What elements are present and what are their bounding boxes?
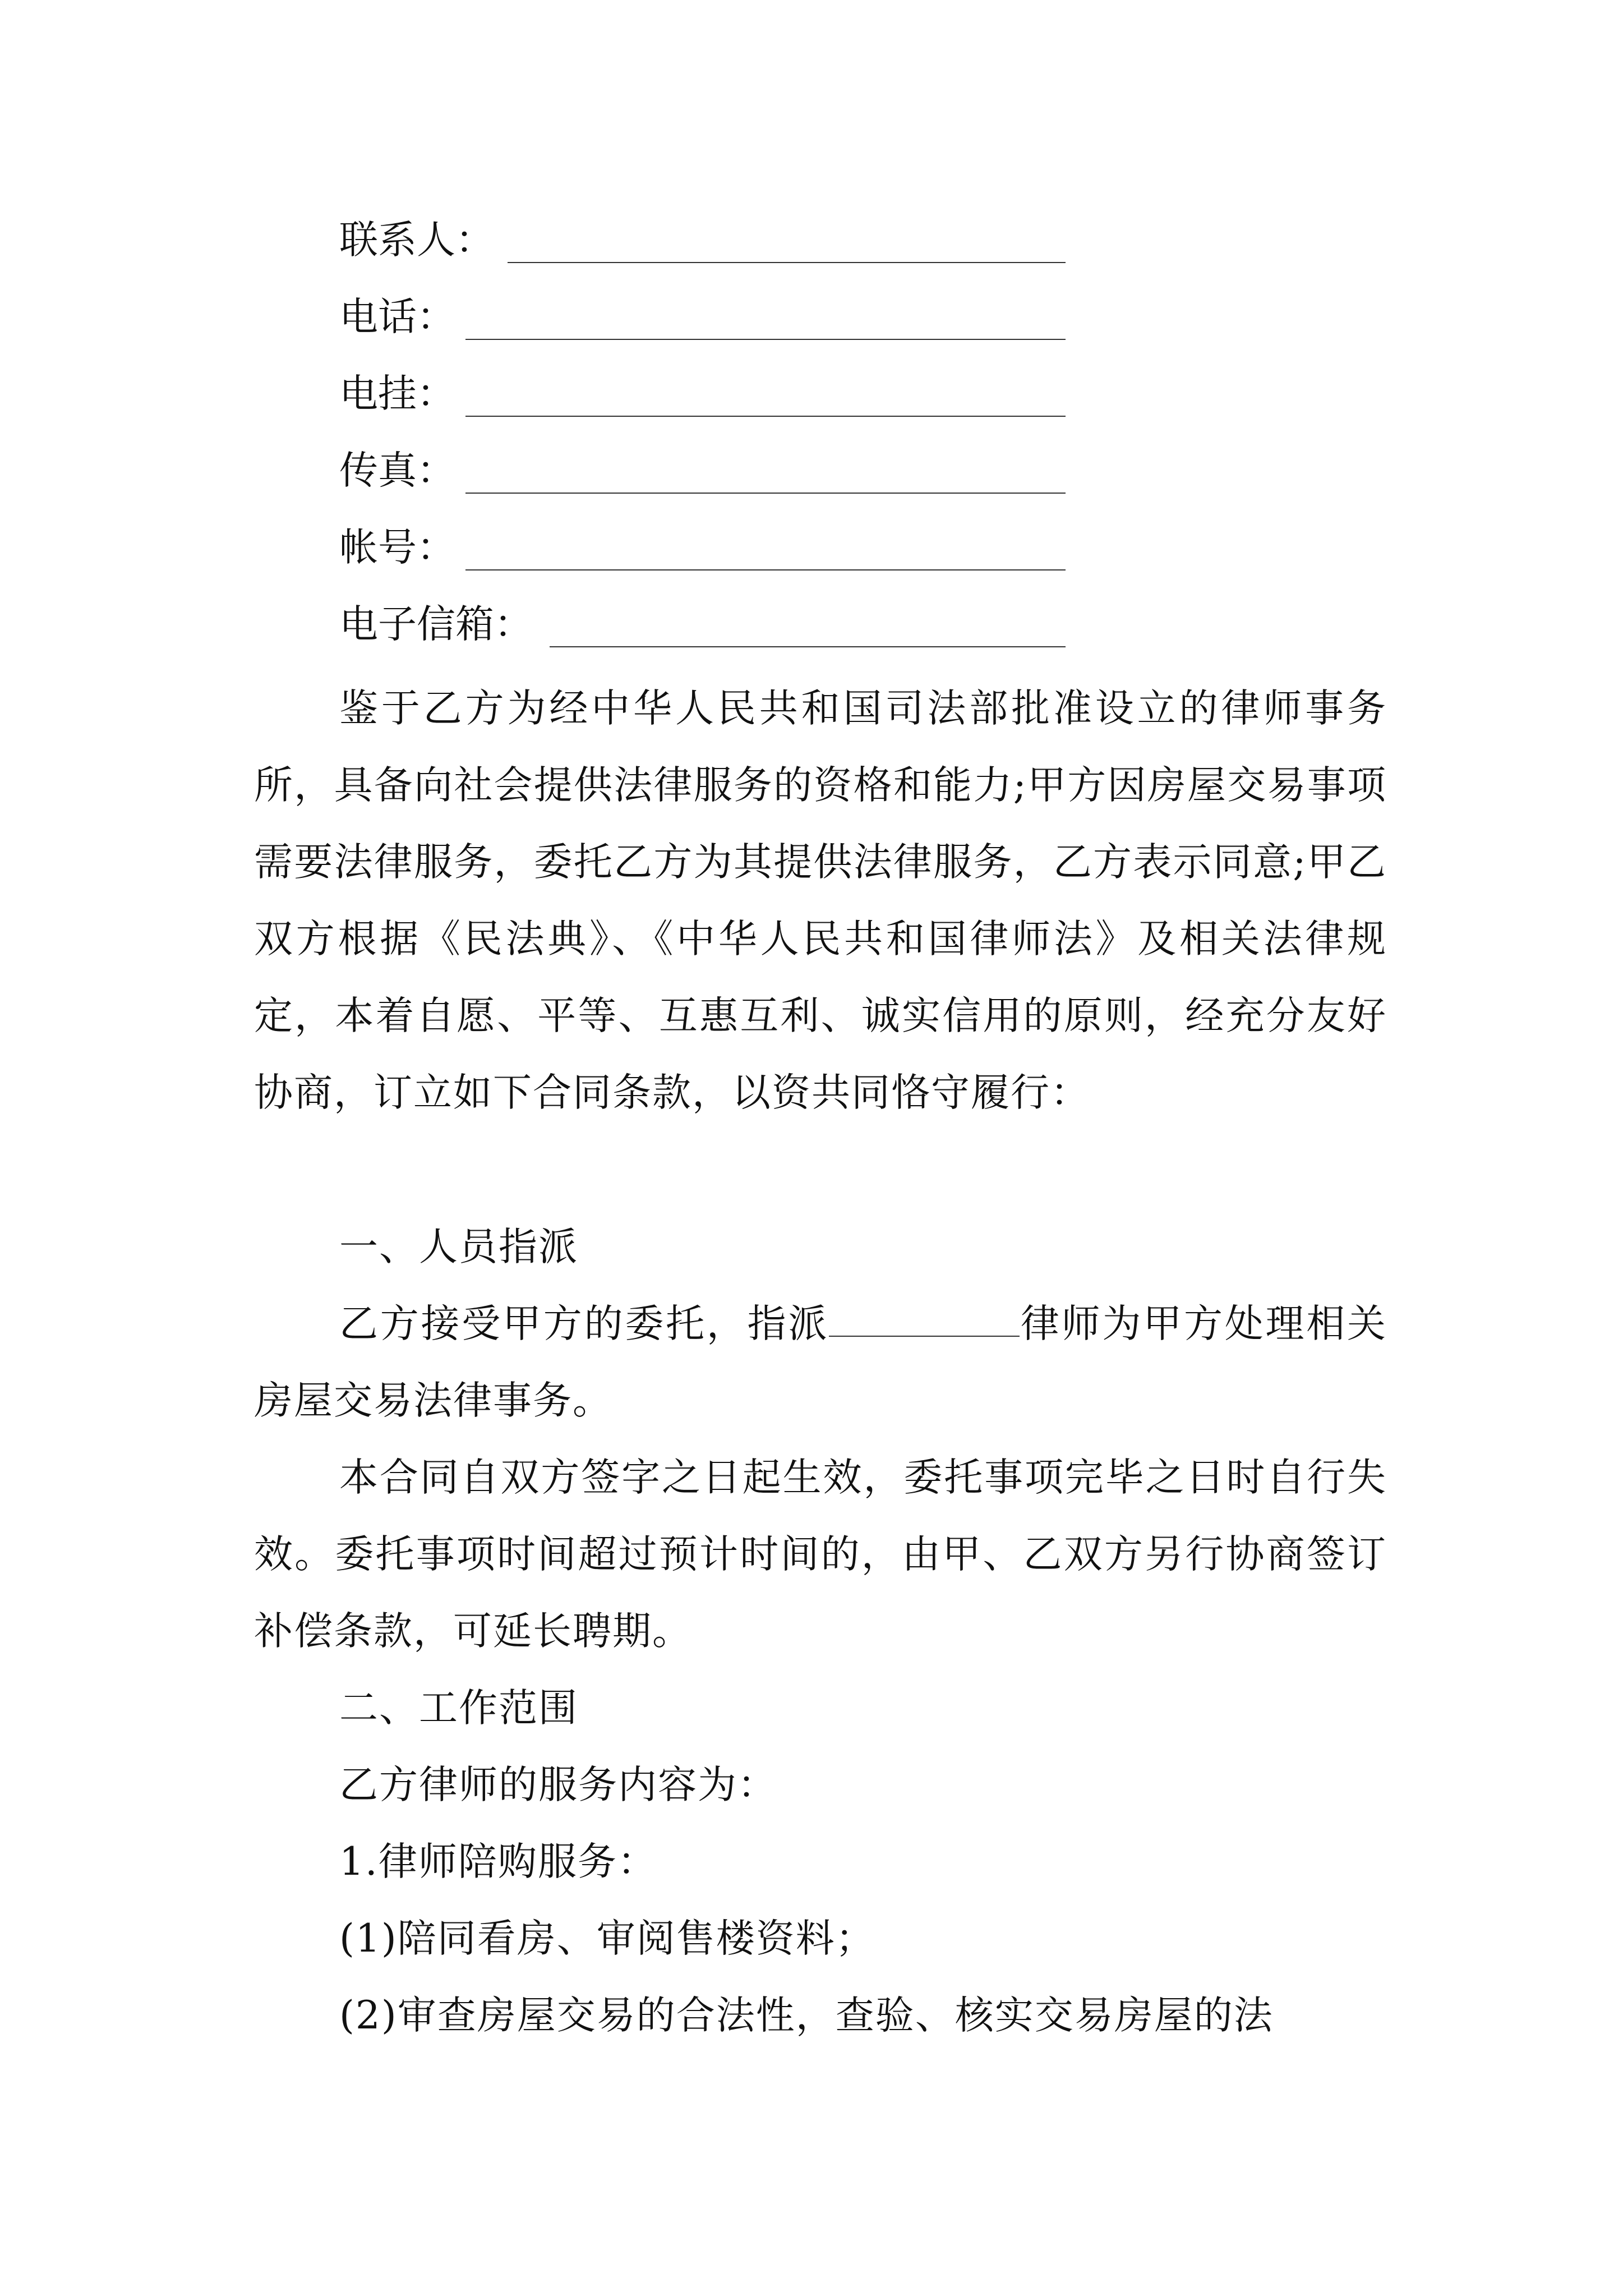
section-2-heading: 二、工作范围 <box>339 1686 578 1731</box>
service-item-1: 1.律师陪购服务： <box>339 1839 657 1884</box>
field-label: 帐号： <box>339 525 455 570</box>
fill-in-line <box>465 416 1066 417</box>
contact-field-contact-person <box>339 209 1066 271</box>
service-subitem-2: (2)审查房屋交易的合法性，查验、核实交易房屋的法 <box>339 1993 1274 2038</box>
section-1-heading: 一、人员指派 <box>339 1225 578 1269</box>
assignment-text-after: 律师为甲方处理相关房屋交易法律事务。 <box>254 1301 1387 1423</box>
contact-field-email <box>339 593 1066 655</box>
contact-field-phone <box>339 286 1066 348</box>
field-label: 电子信箱： <box>339 602 533 647</box>
fill-in-line <box>465 493 1066 494</box>
fill-in-line <box>465 339 1066 340</box>
fill-in-line <box>550 646 1066 647</box>
validity-paragraph: 本合同自双方签字之日起生效，委托事项完毕之日时自行失效。委托事项时间超过预计时间的，由甲、乙双方另行协商签订补偿条款，可延长聘期。 <box>254 1455 1387 1654</box>
assignment-paragraph <box>254 1286 1387 1439</box>
fill-in-line <box>465 569 1066 570</box>
service-intro: 乙方律师的服务内容为： <box>339 1763 777 1807</box>
service-subitem-1: (1)陪同看房、审阅售楼资料； <box>339 1916 875 1961</box>
field-label: 传真： <box>339 448 455 493</box>
field-label: 电挂： <box>339 371 455 416</box>
contact-field-account <box>339 517 1066 578</box>
lawyer-name-blank <box>829 1296 1020 1337</box>
fill-in-line <box>508 262 1066 263</box>
contact-field-telegraph <box>339 363 1066 425</box>
assignment-text-before: 乙方接受甲方的委托，指派 <box>339 1301 829 1346</box>
intro-paragraph: 鉴于乙方为经中华人民共和国司法部批准设立的律师事务所，具备向社会提供法律服务的资格和能力;甲方因房屋交易事项需要法律服务，委托乙方为其提供法律服务，乙方表示同意;甲乙双方根据《民法典》、《中华人民共和国律师法》及相关法律规定，本着自愿、平等、互惠互利、诚实信用的原则，经充分友好协商，订立如下合同条款，以资共同恪守履行： <box>254 686 1387 1115</box>
contact-field-fax <box>339 440 1066 501</box>
field-label: 电话： <box>339 295 455 339</box>
field-label: 联系人： <box>339 218 494 263</box>
